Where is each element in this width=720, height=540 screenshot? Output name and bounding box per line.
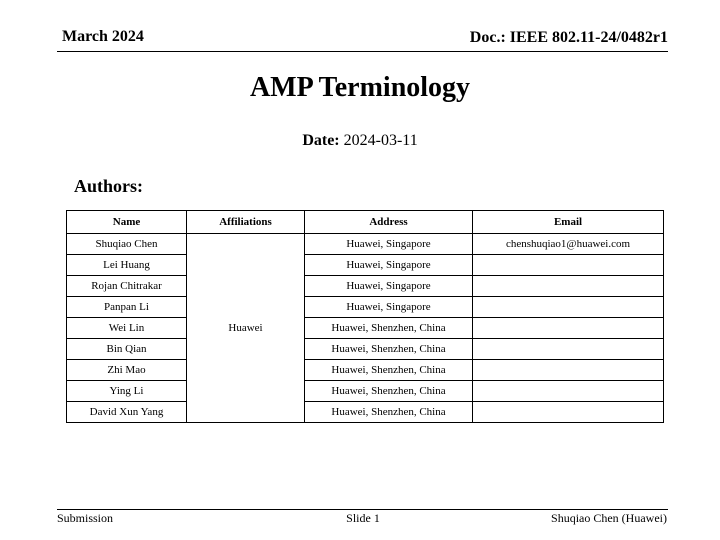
author-name: Panpan Li [67,297,187,318]
table-row [67,276,664,297]
footer-submission: Submission [57,511,114,525]
column-header-address: Address [305,211,473,234]
author-address: Huawei, Singapore [305,276,473,297]
authors-table [66,210,664,423]
header-date: March 2024 [62,28,144,45]
column-header-name: Name [67,211,187,234]
date-line [0,132,720,150]
author-email [473,255,664,276]
table-row [67,360,664,381]
authors-heading: Authors: [74,176,144,196]
footer-slide-number: Slide 1 [346,511,380,525]
author-address: Huawei, Singapore [305,255,473,276]
column-header-email: Email [473,211,664,234]
footer-divider [57,509,668,510]
author-email [473,297,664,318]
footer-author: Shuqiao Chen (Huawei) [551,511,667,525]
author-email [473,339,664,360]
author-address: Huawei, Shenzhen, China [305,381,473,402]
author-name: Zhi Mao [67,360,187,381]
author-address: Huawei, Shenzhen, China [305,402,473,423]
table-row [67,402,664,423]
table-row [67,339,664,360]
author-address: Huawei, Shenzhen, China [305,360,473,381]
table-row [67,255,664,276]
author-address: Huawei, Singapore [305,297,473,318]
author-email [473,402,664,423]
author-name: Ying Li [67,381,187,402]
table-row [67,318,664,339]
date-value: 2024-03-11 [343,132,418,149]
author-address: Huawei, Shenzhen, China [305,318,473,339]
header-doc-id: Doc.: IEEE 802.11-24/0482r1 [469,29,668,46]
author-email [473,381,664,402]
author-name: Bin Qian [67,339,187,360]
table-row [67,381,664,402]
author-address: Huawei, Singapore [305,234,473,255]
date-label: Date: [302,132,340,149]
author-affiliation: Huawei [187,234,305,423]
author-email [473,318,664,339]
author-address: Huawei, Shenzhen, China [305,339,473,360]
author-email [473,276,664,297]
table-header-row [67,211,664,234]
author-email [473,360,664,381]
column-header-affiliations: Affiliations [187,211,305,234]
author-name: Shuqiao Chen [67,234,187,255]
table-row [67,234,664,255]
author-name: Rojan Chitrakar [67,276,187,297]
author-name: Wei Lin [67,318,187,339]
author-email: chenshuqiao1@huawei.com [473,234,664,255]
author-name: Lei Huang [67,255,187,276]
header-divider [57,51,668,52]
slide-title: AMP Terminology [249,72,471,103]
table-row [67,297,664,318]
author-name: David Xun Yang [67,402,187,423]
